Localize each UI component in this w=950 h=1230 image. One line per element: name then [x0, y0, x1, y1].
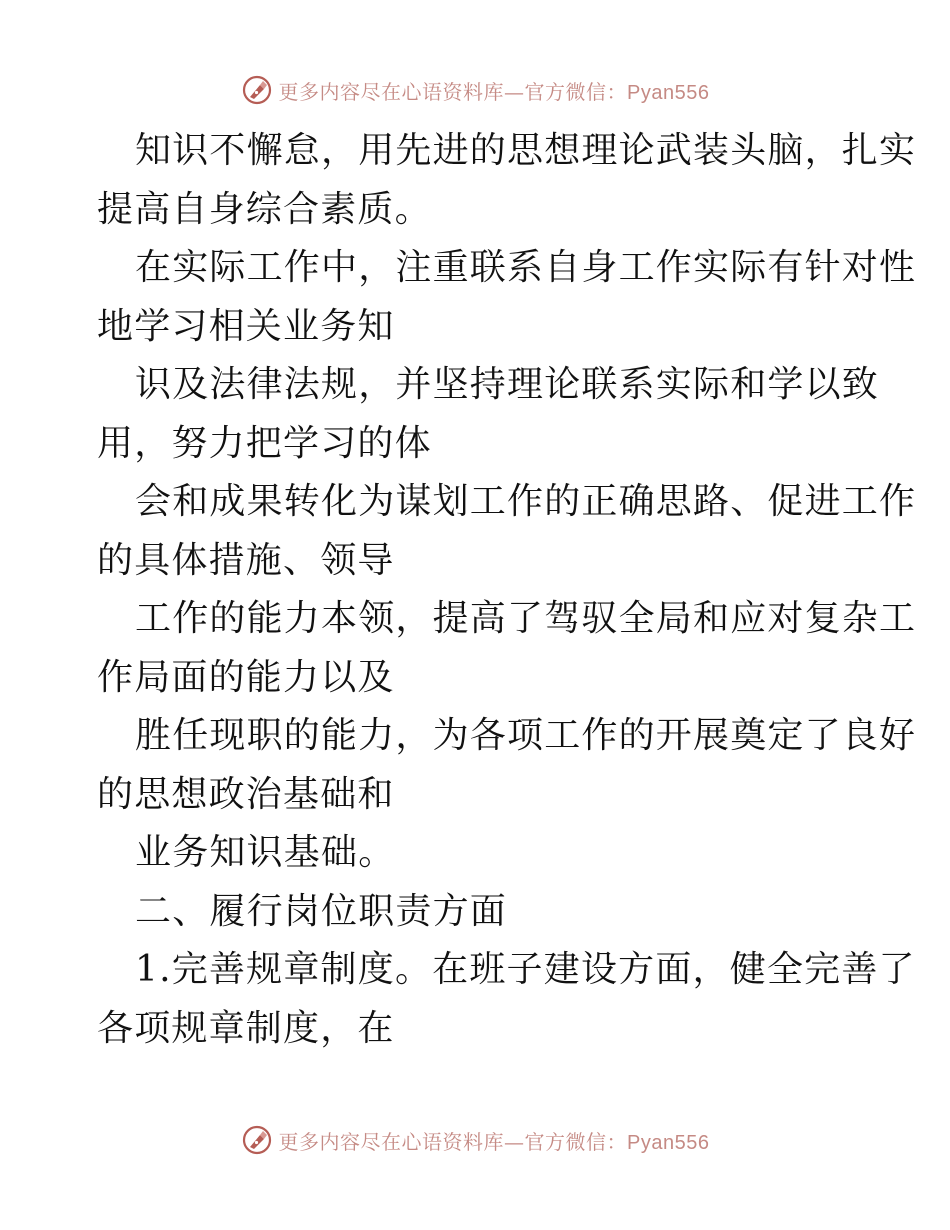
text-line: 提高自身综合素质。 — [97, 188, 432, 230]
document-body — [97, 122, 917, 1058]
text-line: 工作的能力本领，提高了驾驭全局和应对复杂工 — [135, 598, 917, 639]
text-line: 二、履行岗位职责方面 — [135, 890, 508, 932]
text-line: 的思想政治基础和 — [97, 773, 395, 815]
pen-nib-icon — [241, 1124, 273, 1156]
text-line: 用，努力把学习的体 — [97, 422, 432, 464]
text-line: 的具体措施、领导 — [97, 539, 395, 581]
pen-nib-icon — [241, 74, 273, 106]
text-line: 1.完善规章制度。在班子建设方面，健全完善了 — [135, 949, 916, 990]
watermark-text — [279, 1126, 710, 1155]
text-line: 业务知识基础。 — [135, 832, 396, 873]
text-line: 胜任现职的能力，为各项工作的开展奠定了良好 — [135, 715, 917, 756]
watermark-text — [279, 76, 710, 105]
header-watermark — [0, 70, 950, 110]
watermark-wechat-id: Pyan556 — [627, 1131, 710, 1154]
text-line: 知识不懈怠，用先进的思想理论武装头脑，扎实 — [135, 130, 917, 171]
text-line: 会和成果转化为谋划工作的正确思路、促进工作 — [135, 481, 917, 522]
watermark-label: 更多内容尽在心语资料库—官方微信： — [278, 1129, 628, 1154]
watermark-label: 更多内容尽在心语资料库—官方微信： — [278, 79, 628, 104]
text-line: 各项规章制度，在 — [97, 1007, 395, 1049]
footer-watermark — [0, 1120, 950, 1160]
watermark-wechat-id: Pyan556 — [627, 81, 710, 104]
text-line: 作局面的能力以及 — [97, 656, 395, 698]
text-line: 在实际工作中，注重联系自身工作实际有针对性 — [135, 247, 917, 288]
text-line: 识及法律法规，并坚持理论联系实际和学以致 — [135, 364, 880, 405]
text-line: 地学习相关业务知 — [97, 305, 395, 347]
